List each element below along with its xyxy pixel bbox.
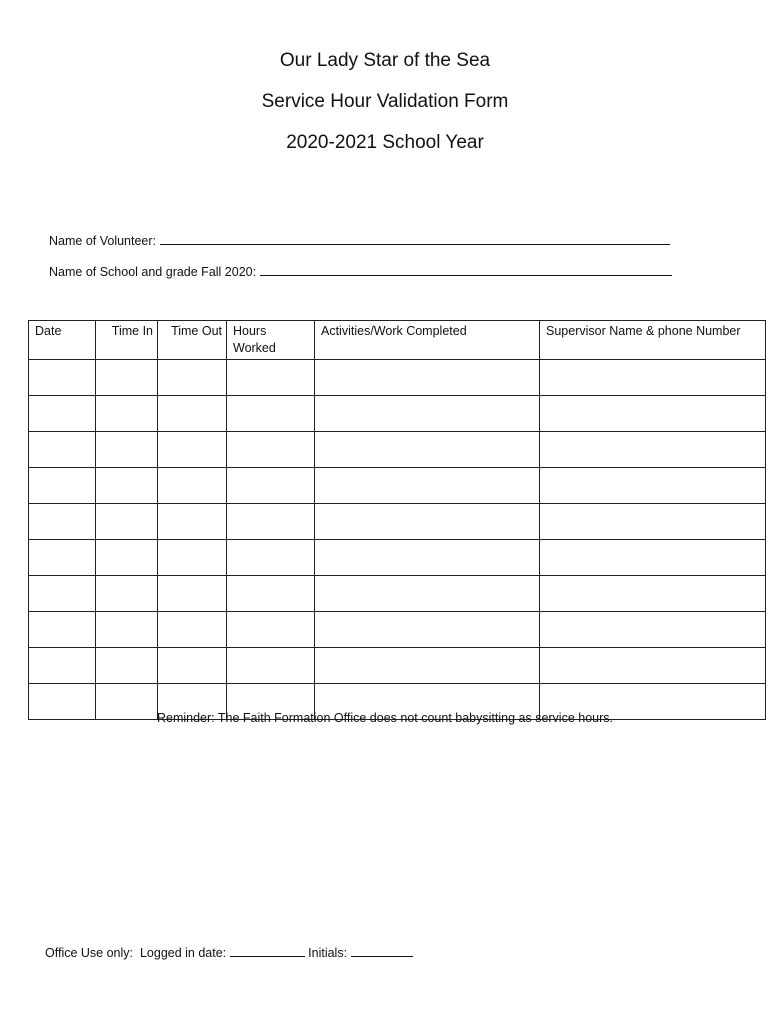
school-year-title: 2020-2021 School Year	[286, 132, 484, 153]
table-cell[interactable]	[540, 540, 766, 576]
table-cell[interactable]	[29, 396, 96, 432]
table-cell[interactable]	[540, 504, 766, 540]
table-row	[29, 360, 766, 396]
form-title: Service Hour Validation Form	[261, 91, 509, 112]
table-cell[interactable]	[96, 648, 158, 684]
school-field	[49, 263, 672, 279]
table-cell[interactable]	[29, 468, 96, 504]
table-cell[interactable]	[315, 612, 540, 648]
table-cell[interactable]	[315, 540, 540, 576]
table-cell[interactable]	[315, 396, 540, 432]
table-cell[interactable]	[315, 576, 540, 612]
table-row	[29, 468, 766, 504]
table-cell[interactable]	[96, 576, 158, 612]
table-cell[interactable]	[540, 612, 766, 648]
table-cell[interactable]	[227, 540, 315, 576]
table-cell[interactable]	[158, 360, 227, 396]
table-cell[interactable]	[227, 468, 315, 504]
initials-label: Initials:	[308, 946, 348, 960]
table-cell[interactable]	[29, 648, 96, 684]
table-header-row	[29, 321, 766, 360]
col-supervisor: Supervisor Name & phone Number	[540, 321, 766, 360]
table-cell[interactable]	[158, 468, 227, 504]
table-cell[interactable]	[227, 432, 315, 468]
col-time-out: Time Out	[158, 321, 227, 360]
col-date: Date	[29, 321, 96, 360]
table-cell[interactable]	[29, 612, 96, 648]
table-cell[interactable]	[540, 432, 766, 468]
table-row	[29, 540, 766, 576]
col-time-in: Time In	[96, 321, 158, 360]
table-cell[interactable]	[540, 468, 766, 504]
col-hours-worked: Hours Worked	[227, 321, 315, 360]
table-row	[29, 396, 766, 432]
school-label: Name of School and grade Fall 2020:	[49, 265, 257, 279]
volunteer-label: Name of Volunteer:	[49, 234, 157, 248]
table-cell[interactable]	[227, 360, 315, 396]
table-cell[interactable]	[227, 504, 315, 540]
initials-input[interactable]	[351, 944, 413, 957]
table-cell[interactable]	[315, 468, 540, 504]
table-cell[interactable]	[540, 576, 766, 612]
table-cell[interactable]	[29, 432, 96, 468]
logged-date-input[interactable]	[230, 944, 305, 957]
table-cell[interactable]	[227, 396, 315, 432]
table-cell[interactable]	[29, 360, 96, 396]
table-cell[interactable]	[96, 612, 158, 648]
table-cell[interactable]	[540, 648, 766, 684]
table-cell[interactable]	[96, 432, 158, 468]
table-cell[interactable]	[315, 504, 540, 540]
table-cell[interactable]	[96, 360, 158, 396]
table-cell[interactable]	[158, 540, 227, 576]
table-cell[interactable]	[315, 360, 540, 396]
col-activities: Activities/Work Completed	[315, 321, 540, 360]
volunteer-input[interactable]	[160, 232, 670, 245]
school-input[interactable]	[260, 263, 672, 276]
table-cell[interactable]	[96, 540, 158, 576]
table-cell[interactable]	[158, 396, 227, 432]
table-cell[interactable]	[96, 504, 158, 540]
office-use-section	[45, 944, 413, 960]
table-cell[interactable]	[227, 576, 315, 612]
table-row	[29, 504, 766, 540]
table-cell[interactable]	[29, 504, 96, 540]
service-hours-table	[28, 320, 766, 720]
table-cell[interactable]	[158, 612, 227, 648]
table-cell[interactable]	[29, 576, 96, 612]
table-cell[interactable]	[158, 576, 227, 612]
table-cell[interactable]	[96, 468, 158, 504]
office-use-label: Office Use only:	[45, 946, 134, 960]
logged-date-label: Logged in date:	[139, 946, 227, 960]
table-cell[interactable]	[227, 648, 315, 684]
table-cell[interactable]	[227, 612, 315, 648]
table-cell[interactable]	[158, 432, 227, 468]
table-cell[interactable]	[315, 648, 540, 684]
table-row	[29, 612, 766, 648]
org-title: Our Lady Star of the Sea	[279, 50, 491, 71]
table-cell[interactable]	[96, 396, 158, 432]
table-cell[interactable]	[540, 396, 766, 432]
reminder-note: Reminder: The Faith Formation Office does not count babysitting as service hours.	[156, 711, 613, 725]
table-cell[interactable]	[158, 648, 227, 684]
table-cell[interactable]	[158, 504, 227, 540]
table-row	[29, 576, 766, 612]
table-cell[interactable]	[29, 540, 96, 576]
table-row	[29, 432, 766, 468]
table-cell[interactable]	[540, 360, 766, 396]
table-cell[interactable]	[315, 432, 540, 468]
volunteer-field	[49, 232, 670, 248]
table-row	[29, 648, 766, 684]
